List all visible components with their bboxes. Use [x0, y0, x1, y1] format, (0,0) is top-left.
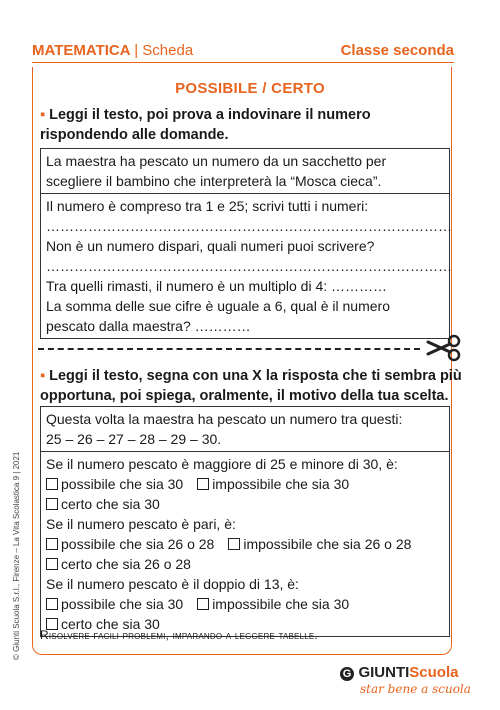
problem-box-1 [40, 148, 450, 339]
header-separator: | [134, 42, 139, 59]
q2-checkbox-certain[interactable] [46, 558, 58, 570]
option-label: possibile che sia 30 [61, 476, 184, 492]
intro-line: Questa volta la maestra ha pescato un numero tra questi: [46, 411, 403, 427]
answer-dotted-line[interactable]: …………………………………………………………………………… [46, 218, 452, 234]
question-line: Non è un numero dispari, quali numeri puoi scrivere? [46, 238, 375, 254]
choices-cell [41, 452, 449, 636]
bullet-icon: ▪ [40, 368, 46, 384]
q2-row-1 [46, 534, 444, 554]
question-line: pescato dalla maestra? ………… [46, 318, 251, 334]
option-label: impossibile che sia 30 [212, 476, 350, 492]
number-list: 25 – 26 – 27 – 28 – 29 – 30. [46, 431, 222, 447]
q3-checkbox-possible[interactable] [46, 598, 58, 610]
question-2: Se il numero pescato è pari, è: [46, 516, 236, 532]
option-label: possibile che sia 26 o 28 [61, 536, 215, 552]
story-line: scegliere il bambino che interpreterà la “Mosca cieca”. [46, 173, 382, 189]
instruction-2-line: opportuna, poi spiega, oralmente, il motivo della tua scelta. [40, 388, 449, 404]
q2-checkbox-possible[interactable] [46, 538, 58, 550]
header-divider [32, 62, 454, 63]
q1-row-1 [46, 474, 444, 494]
q1-checkbox-certain[interactable] [46, 498, 58, 510]
g-logo-icon: G [340, 667, 354, 681]
q1-checkbox-impossible[interactable] [197, 478, 209, 490]
logo-brand: GIUNTI [358, 664, 410, 681]
problem-box-2 [40, 406, 450, 637]
scissors-icon [426, 334, 462, 362]
sheet-type: Scheda [142, 42, 194, 59]
option-label: possibile che sia 30 [61, 596, 184, 612]
question-line: La somma delle sue cifre è uguale a 6, qual è il numero [46, 298, 390, 314]
option-label: certo che sia 26 o 28 [61, 556, 191, 572]
question-1: Se il numero pescato è maggiore di 25 e minore di 30, è: [46, 456, 398, 472]
question-3: Se il numero pescato è il doppio di 13, è: [46, 576, 299, 592]
subject-label: MATEMATICA [32, 42, 131, 59]
instruction-2 [40, 366, 462, 406]
worksheet-title: POSSIBILE / CERTO [175, 80, 325, 97]
cut-line [38, 348, 420, 350]
logo-tagline: star bene a scuola [360, 682, 471, 696]
question-line: Il numero è compreso tra 1 e 25; scrivi tutti i numeri: [46, 198, 369, 214]
class-label: Classe seconda [340, 42, 454, 59]
question-line: Tra quelli rimasti, il numero è un multiplo di 4: ………… [46, 278, 388, 294]
story-line: La maestra ha pescato un numero da un sacchetto per [46, 153, 387, 169]
option-label: impossibile che sia 30 [212, 596, 350, 612]
bullet-icon: ▪ [40, 107, 46, 123]
header-subject [32, 42, 193, 59]
q3-row-1 [46, 594, 444, 614]
instruction-2-line: Leggi il testo, segna con una X la risposta che ti sembra più [49, 368, 462, 384]
q2-row-2 [46, 554, 444, 574]
q1-checkbox-possible[interactable] [46, 478, 58, 490]
copyright-notice: © Giunti Scuola S.r.l., Firenze – La Vita Scolastica 9 | 2021 [12, 451, 21, 660]
answer-dotted-line[interactable]: …………………………………………………………………………… [46, 258, 452, 274]
instruction-1 [40, 105, 450, 145]
questions-cell [41, 194, 452, 338]
instruction-1-text: Leggi il testo, poi prova a indovinare il numero rispondendo alle domande. [40, 107, 371, 143]
option-label: certo che sia 30 [61, 496, 160, 512]
learning-objective: Risolvere facili problemi, imparando a leggere tabelle. [40, 628, 318, 642]
option-label: certo che sia 30 [61, 616, 160, 632]
story-cell [41, 149, 449, 194]
intro-cell [41, 407, 449, 452]
logo-brand-scuola: Scuola [409, 664, 459, 681]
q2-checkbox-impossible[interactable] [228, 538, 240, 550]
publisher-logo [340, 664, 471, 696]
option-label: impossibile che sia 26 o 28 [243, 536, 412, 552]
q1-row-2 [46, 494, 444, 514]
q3-checkbox-impossible[interactable] [197, 598, 209, 610]
